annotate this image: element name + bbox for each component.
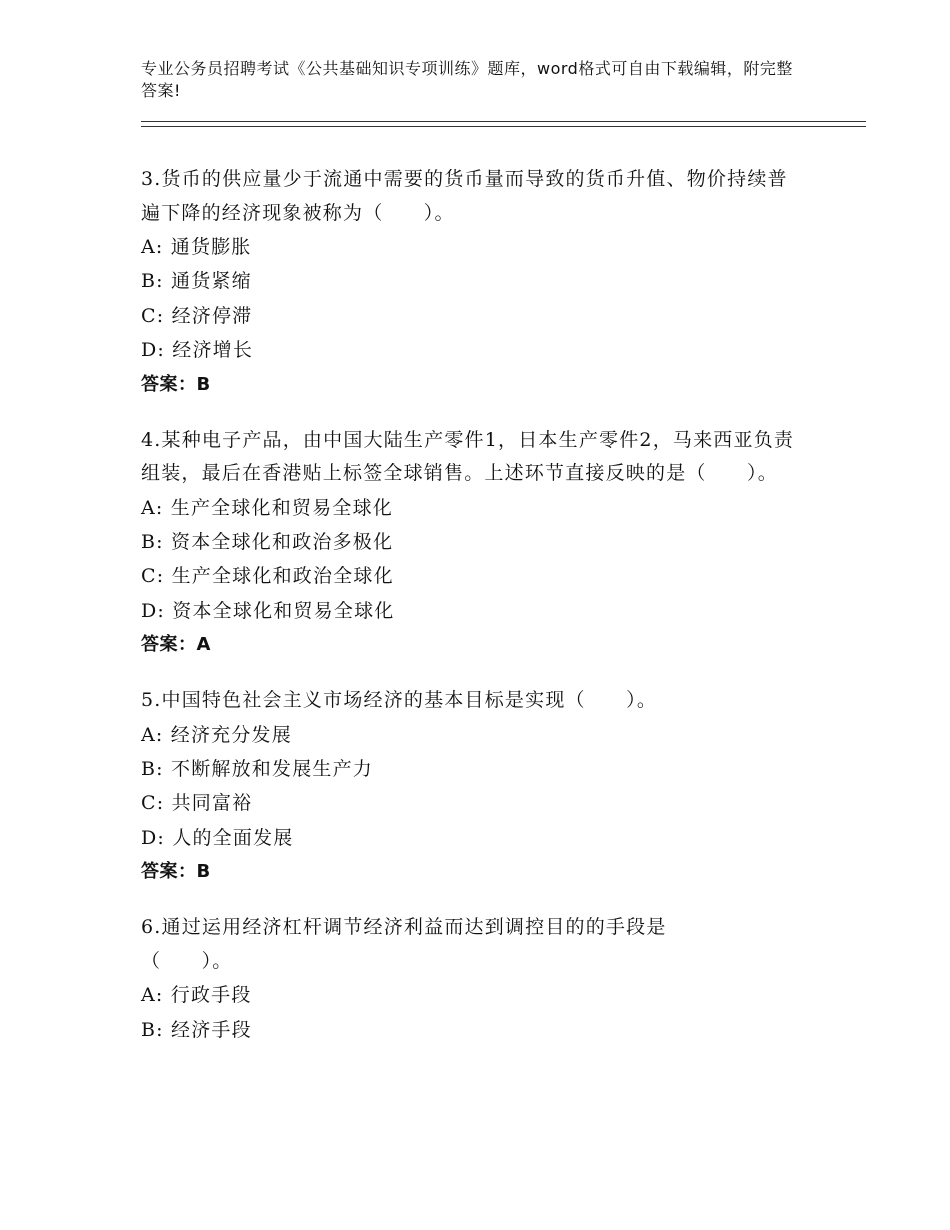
answer-label: 答案：B <box>141 861 211 883</box>
question-3 <box>141 163 811 402</box>
question-stem: 4.某种电子产品，由中国大陆生产零件1，日本生产零件2，马来西亚负责组装，最后在香港贴上标签全球销售。上述环节直接反映的是（ ）。 <box>141 428 795 485</box>
document-header: 专业公务员招聘考试《公共基础知识专项训练》题库，word格式可自由下载编辑，附完整答案! <box>141 59 793 100</box>
header-divider <box>141 121 866 127</box>
question-6 <box>141 911 811 1047</box>
option-a: A: 经济充分发展 <box>141 723 292 746</box>
question-list <box>141 163 811 1069</box>
option-d: D: 资本全球化和贸易全球化 <box>141 599 395 622</box>
question-stem: 5.中国特色社会主义市场经济的基本目标是实现（ ）。 <box>141 689 658 712</box>
option-a: A: 通货膨胀 <box>141 236 252 258</box>
option-c: C: 生产全球化和政治全球化 <box>141 565 394 588</box>
option-b: B: 经济手段 <box>141 1018 252 1041</box>
option-c: C: 经济停滞 <box>141 304 253 327</box>
option-b: B: 通货紧缩 <box>141 270 252 293</box>
question-stem: 6.通过运用经济杠杆调节经济利益而达到调控目的的手段是（ ）。 <box>141 916 667 972</box>
option-a: A: 生产全球化和贸易全球化 <box>141 496 393 519</box>
option-c: C: 共同富裕 <box>141 792 253 815</box>
option-b: B: 资本全球化和政治多极化 <box>141 530 394 553</box>
question-5 <box>141 684 811 889</box>
option-d: D: 经济增长 <box>141 339 254 362</box>
question-4 <box>141 424 811 663</box>
answer-label: 答案：B <box>141 373 211 395</box>
option-b: B: 不断解放和发展生产力 <box>141 758 374 781</box>
answer-label: 答案：A <box>141 634 211 656</box>
option-d: D: 人的全面发展 <box>141 826 294 849</box>
option-a: A: 行政手段 <box>141 984 252 1007</box>
question-stem: 3.货币的供应量少于流通中需要的货币量而导致的货币升值、物价持续普遍下降的经济现象被称为（ ）。 <box>141 168 788 224</box>
